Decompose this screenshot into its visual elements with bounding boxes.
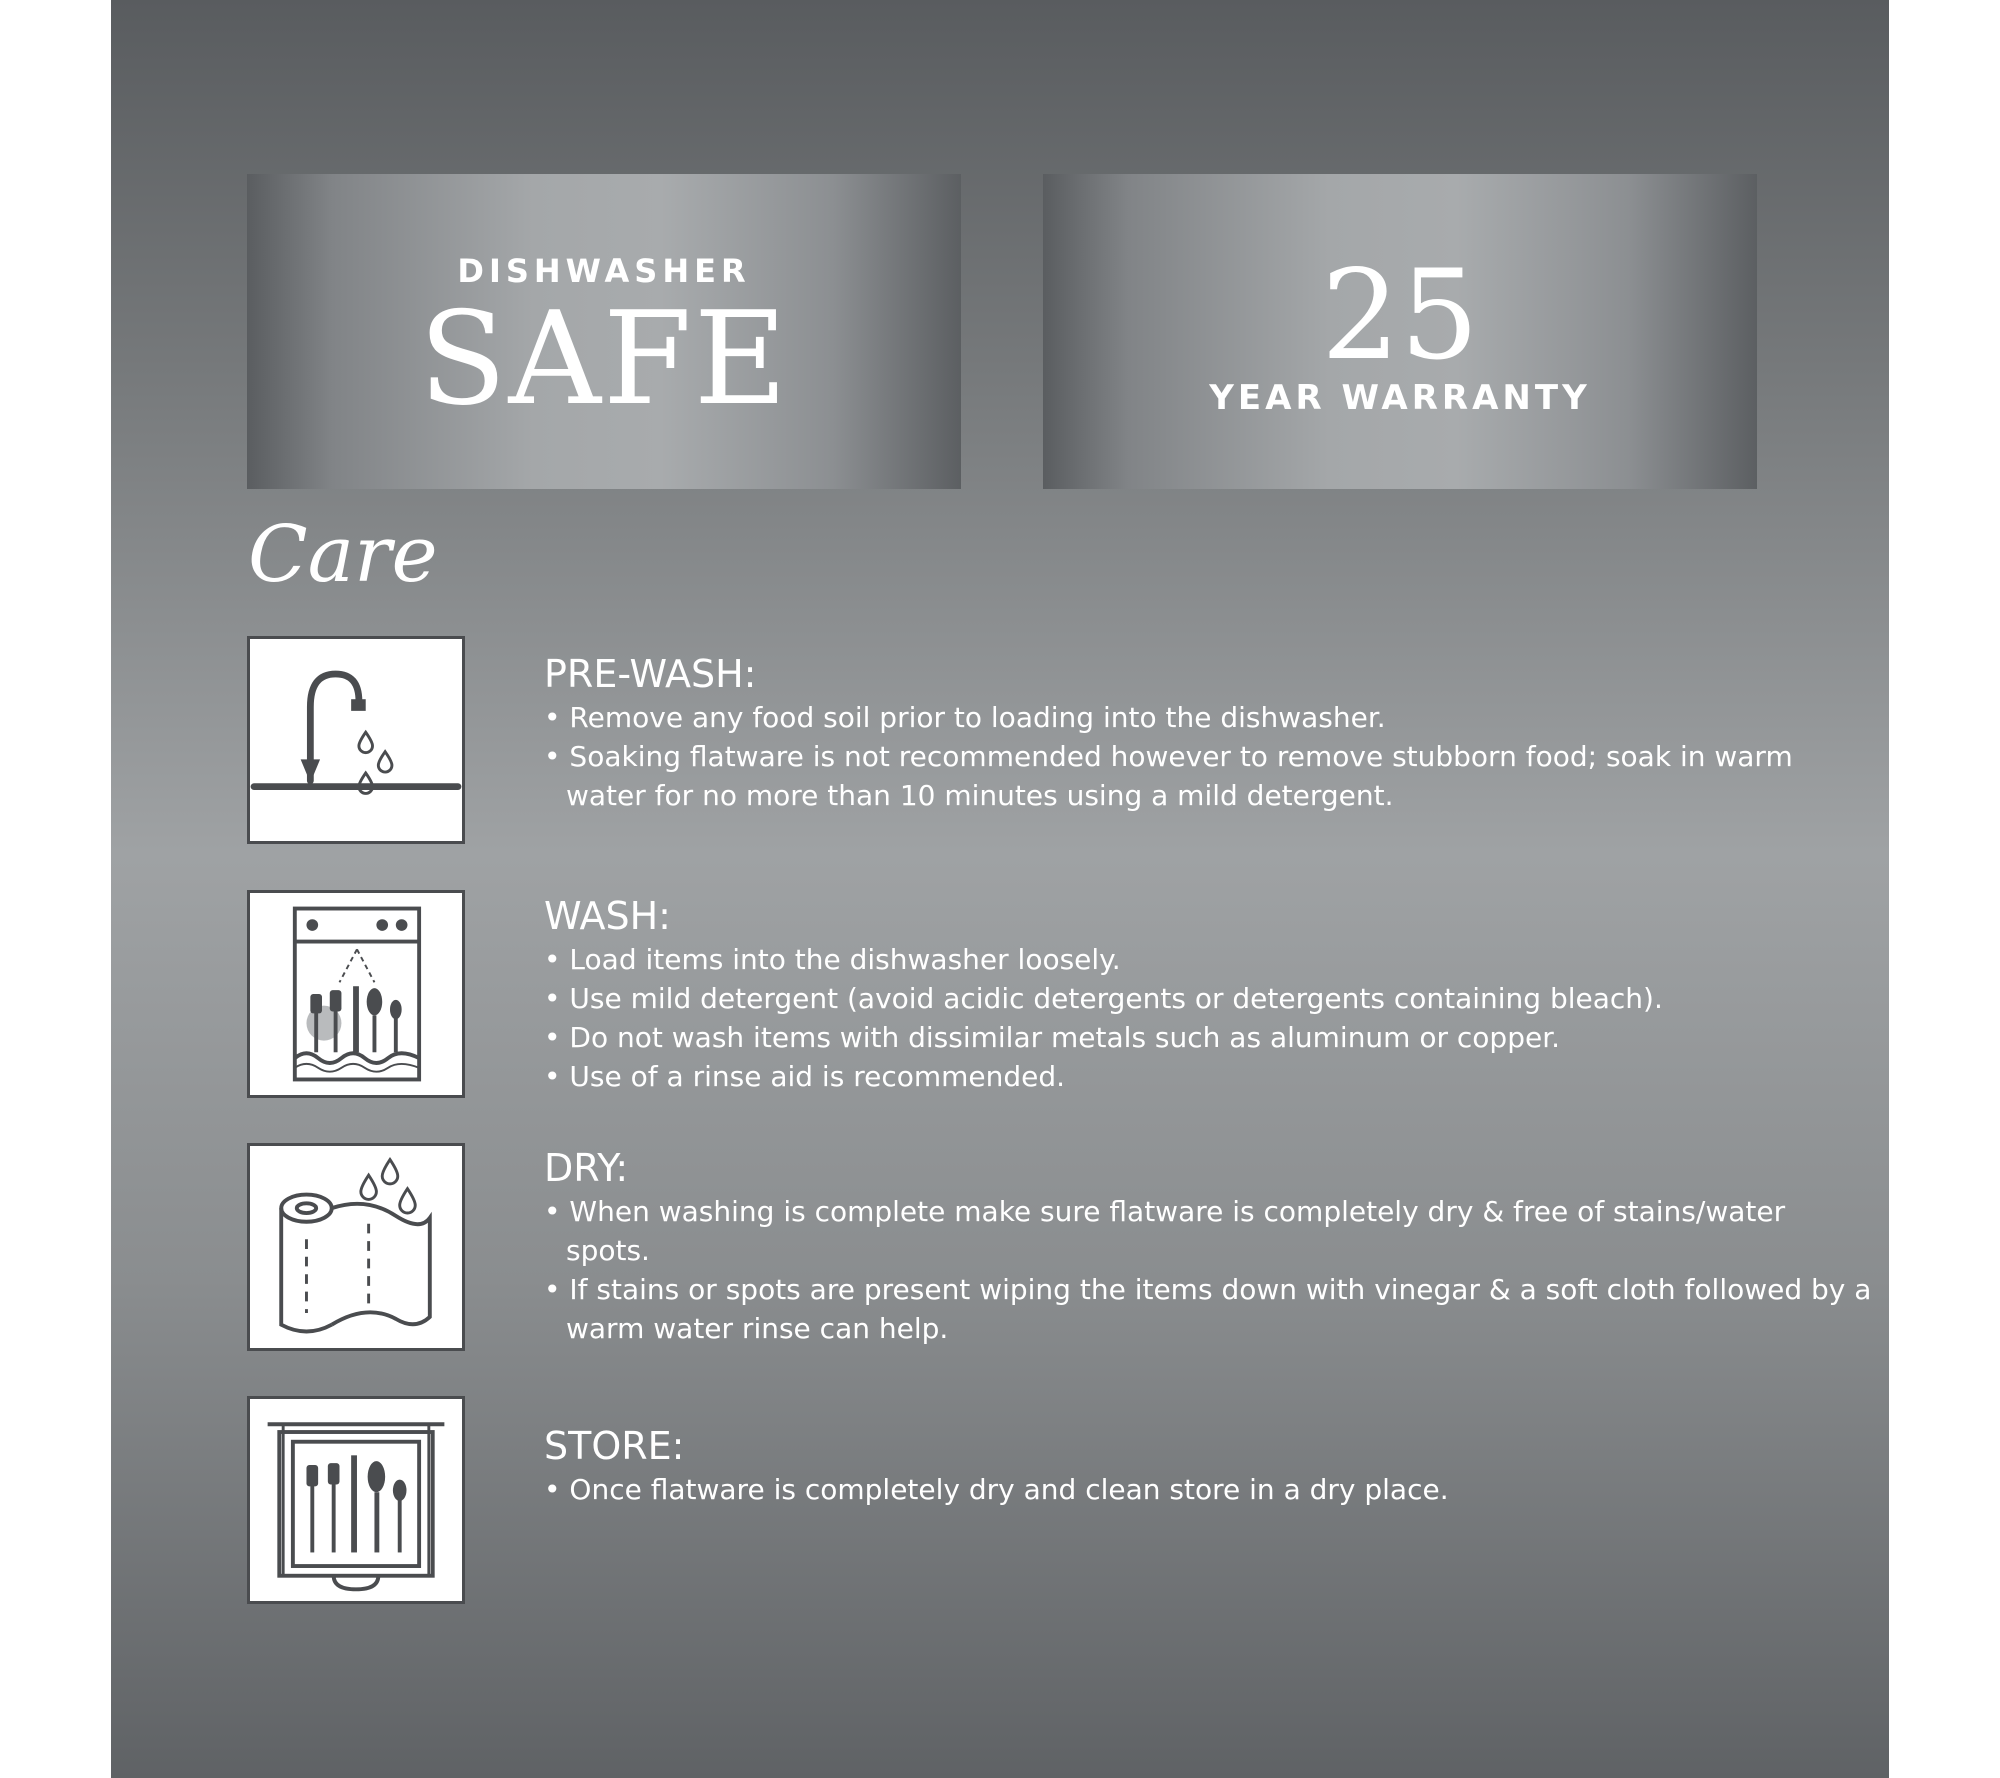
bullet-item: • Soaking flatware is not recommended however to remove stubborn food; soak in warm water for no more than 10 minutes using a mild detergent. [544, 740, 1793, 812]
care-heading: Care [248, 510, 438, 600]
bullet-item: • If stains or spots are present wiping the items down with vinegar & a soft cloth followed by a warm water rinse can help. [544, 1273, 1872, 1345]
section-wash [544, 894, 1874, 1096]
bullet-item: • Remove any food soil prior to loading into the dishwasher. [544, 701, 1386, 734]
warranty-years: 25 [1321, 244, 1479, 388]
section-store [544, 1424, 1874, 1509]
section-title: WASH: [544, 894, 671, 938]
bullet-item: • Do not wash items with dissimilar metals such as aluminum or copper. [544, 1021, 1561, 1054]
bullet-item: • Use of a rinse aid is recommended. [544, 1060, 1066, 1093]
section-pre-wash [544, 652, 1874, 815]
bullet-item: • When washing is complete make sure flatware is completely dry & free of stains/water spots. [544, 1195, 1786, 1267]
faucet-icon [247, 636, 465, 844]
warranty-label: YEAR WARRANTY [1209, 378, 1591, 418]
drawer-icon [247, 1396, 465, 1604]
warranty-badge [1043, 174, 1757, 489]
section-dry [544, 1146, 1874, 1348]
bullet-item: • Once flatware is completely dry and clean store in a dry place. [544, 1473, 1449, 1506]
section-title: STORE: [544, 1424, 685, 1468]
care-panel [111, 0, 1889, 1778]
dishwasher-label: DISHWASHER [457, 252, 751, 290]
bullet-item: • Load items into the dishwasher loosely. [544, 943, 1121, 976]
dishwasher-icon [247, 890, 465, 1098]
paper-towel-icon [247, 1143, 465, 1351]
dishwasher-safe-badge [247, 174, 961, 489]
section-title: PRE-WASH: [544, 652, 757, 696]
section-title: DRY: [544, 1146, 629, 1190]
safe-label: SAFE [418, 285, 790, 434]
bullet-item: • Use mild detergent (avoid acidic detergents or detergents containing bleach). [544, 982, 1663, 1015]
